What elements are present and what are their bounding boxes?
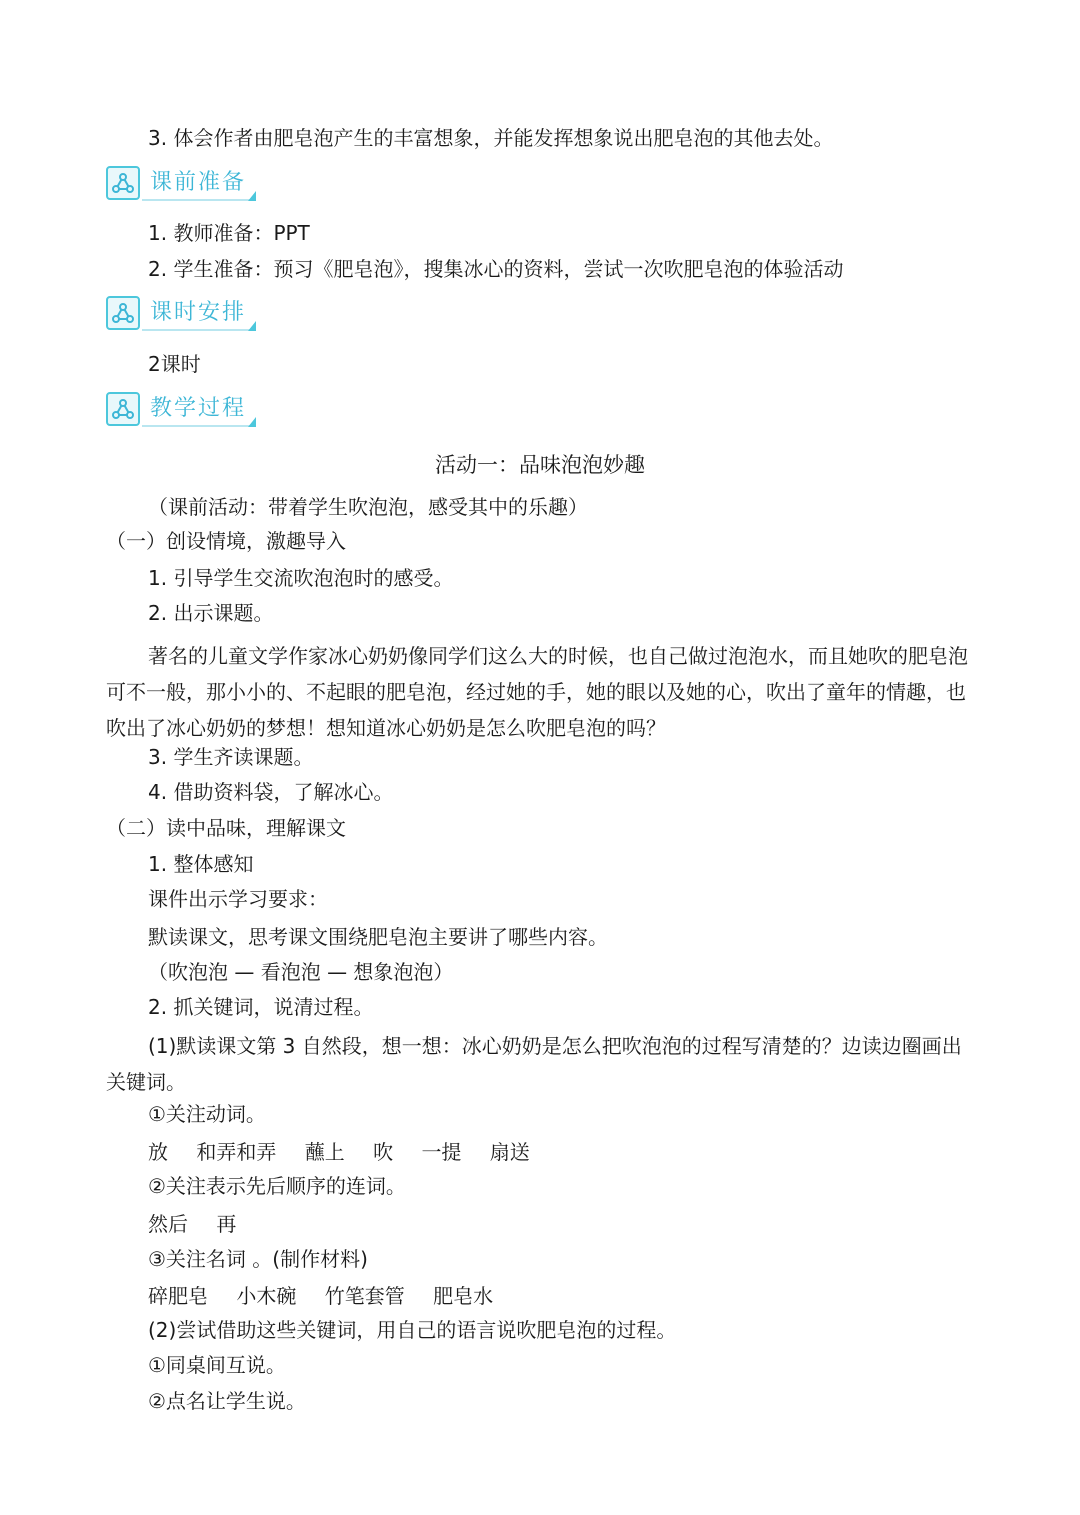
- noun-word: 小木碗: [236, 1284, 297, 1308]
- verb-word: 和弄和弄: [196, 1140, 277, 1164]
- conjunction-word: 再: [216, 1212, 237, 1236]
- nouns-list: [148, 1284, 515, 1308]
- section-header-schedule: [106, 296, 256, 332]
- sub-item-2-a: ①同桌间互说。: [148, 1353, 286, 1377]
- part-1-item-4: 4. 借助资料袋，了解冰心。: [148, 780, 394, 804]
- part-2-item-2: 2. 抓关键词，说清过程。: [148, 995, 374, 1019]
- part-1-title: （一）创设情境，激趣导入: [106, 529, 346, 553]
- pre-activity-note: （课前活动：带着学生吹泡泡，感受其中的乐趣）: [148, 495, 588, 519]
- conjunction-word: 然后: [148, 1212, 188, 1236]
- focus-verbs: ①关注动词。: [148, 1102, 266, 1126]
- network-icon: [106, 296, 140, 330]
- answer-flow: （吹泡泡 — 看泡泡 — 想象泡泡）: [148, 960, 454, 984]
- verb-word: 吹: [373, 1140, 394, 1164]
- part-2-title: （二）读中品味，理解课文: [106, 816, 346, 840]
- part-2-item-1: 1. 整体感知: [148, 852, 254, 876]
- verb-word: 扇送: [489, 1140, 530, 1164]
- verb-word: 蘸上: [304, 1140, 345, 1164]
- intro-paragraph: 著名的儿童文学作家冰心奶奶像同学们这么大的时候，也自己做过泡泡水，而且她吹的肥皂泡可不一般，那小小的、不起眼的肥皂泡，经过她的手，她的眼以及她的心，吹出了童年的情趣，也吹出了冰心奶奶的梦想！想知道冰心奶奶是怎么吹肥皂泡的吗？: [106, 644, 968, 740]
- verbs-list: [148, 1140, 552, 1164]
- objective-3: 3. 体会作者由肥皂泡产生的丰富想象，并能发挥想象说出肥皂泡的其他去处。: [148, 126, 834, 150]
- section-tail: [248, 191, 256, 201]
- network-icon: [106, 166, 140, 200]
- schedule-value: 2课时: [148, 352, 201, 376]
- verb-word: 放: [148, 1140, 168, 1164]
- section-tail: [248, 321, 256, 331]
- noun-word: 竹笔套管: [324, 1284, 405, 1308]
- prep-item-1: 1. 教师准备：PPT: [148, 221, 310, 245]
- part-1-item-1: 1. 引导学生交流吹泡泡时的感受。: [148, 566, 454, 590]
- focus-nouns: ③关注名词 。(制作材料): [148, 1247, 368, 1271]
- noun-word: 碎肥皂: [148, 1284, 208, 1308]
- section-title: 教学过程: [150, 396, 247, 421]
- sub-item-1-paragraph: (1)默读课文第 3 自然段，想一想：冰心奶奶是怎么把吹泡泡的过程写清楚的？边读边圈画出关键词。: [106, 1034, 962, 1094]
- verb-word: 一提: [421, 1140, 462, 1164]
- noun-word: 肥皂水: [433, 1284, 494, 1308]
- section-underline: [142, 199, 252, 201]
- activity-title: 活动一：品味泡泡妙趣: [435, 453, 645, 477]
- requirement: 默读课文，思考课文围绕肥皂泡主要讲了哪些内容。: [148, 925, 608, 949]
- courseware-note: 课件出示学习要求：: [148, 887, 328, 911]
- part-1-item-3: 3. 学生齐读课题。: [148, 745, 314, 769]
- section-header-prep: [106, 166, 256, 202]
- section-tail: [248, 417, 256, 427]
- conjunctions-list: [148, 1212, 258, 1236]
- section-underline: [142, 329, 252, 331]
- section-title: 课时安排: [150, 300, 247, 325]
- section-title: 课前准备: [150, 170, 247, 195]
- focus-conjunctions: ②关注表示先后顺序的连词。: [148, 1174, 406, 1198]
- part-1-item-2: 2. 出示课题。: [148, 601, 274, 625]
- sub-item-2: (2)尝试借助这些关键词，用自己的语言说吹肥皂泡的过程。: [148, 1318, 677, 1342]
- sub-item-2-b: ②点名让学生说。: [148, 1389, 306, 1413]
- prep-item-2: 2. 学生准备：预习《肥皂泡》，搜集冰心的资料，尝试一次吹肥皂泡的体验活动: [148, 257, 844, 281]
- section-header-process: [106, 392, 256, 428]
- section-underline: [142, 425, 252, 427]
- network-icon: [106, 392, 140, 426]
